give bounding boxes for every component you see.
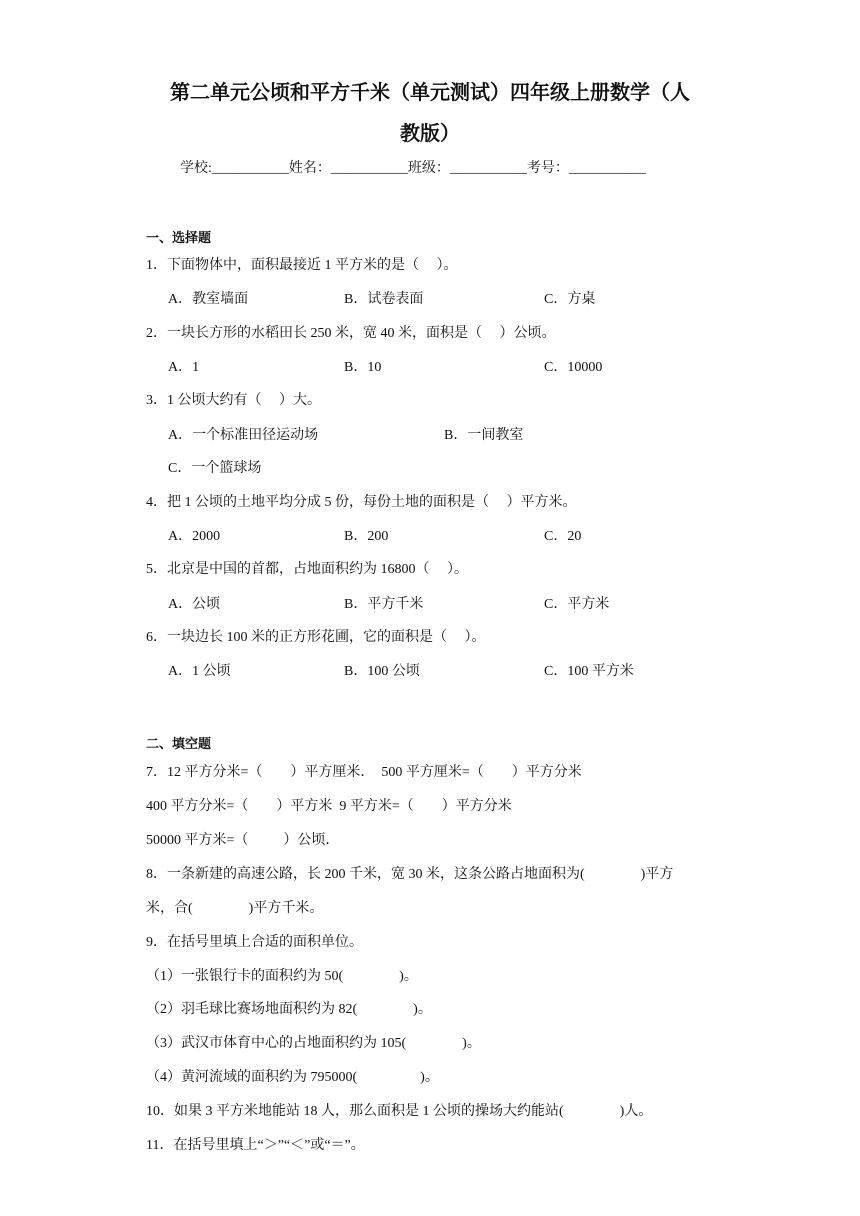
question-6-option-b: B．100 公顷 (344, 664, 420, 679)
question-2-option-b: B．10 (344, 360, 382, 375)
question-9-item-4: （4）黄河流域的面积约为 795000( )。 (146, 1070, 439, 1085)
question-5-option-c: C．平方米 (544, 597, 610, 612)
question-5-option-a: A．公顷 (168, 597, 221, 612)
section-heading-choice: 一、选择题 (146, 231, 212, 246)
page-title-line2: 教版） (400, 121, 460, 145)
question-1-option-b: B．试卷表面 (344, 292, 424, 307)
question-3-option-a: A．一个标准田径运动场 (168, 428, 319, 443)
question-10: 10．如果 3 平方米地能站 18 人，那么面积是 1 公顷的操场大约能站( )人。 (146, 1104, 653, 1119)
question-4-option-b: B．200 (344, 529, 389, 544)
question-11: 11．在括号里填上“＞”“＜”或“＝”。 (146, 1138, 365, 1153)
question-4-stem: 4．把 1 公顷的土地平均分成 5 份，每份土地的面积是（ ）平方米。 (146, 495, 577, 510)
question-2-stem: 2．一块长方形的水稻田长 250 米，宽 40 米，面积是（ ）公顷。 (146, 326, 556, 341)
question-1-stem: 1．下面物体中，面积最接近 1 平方米的是（ ）。 (146, 258, 458, 273)
student-info-line: 学校:___________姓名：___________班级：___________考号：___________ (180, 161, 646, 176)
question-9-item-1: （1）一张银行卡的面积约为 50( )。 (146, 969, 418, 984)
page-title-line1: 第二单元公顷和平方千米（单元测试）四年级上册数学（人 (170, 80, 690, 104)
question-6-option-a: A．1 公顷 (168, 664, 231, 679)
question-6-stem: 6．一块边长 100 米的正方形花圃，它的面积是（ ）。 (146, 630, 486, 645)
question-7-line1: 7．12 平方分米=（ ）平方厘米． 500 平方厘米=（ ）平方分米 (146, 765, 582, 780)
question-3-option-c: C．一个篮球场 (168, 461, 262, 476)
question-7-line2: 400 平方分米=（ ）平方米 9 平方米=（ ）平方分米 (146, 799, 512, 814)
question-3-stem: 3．1 公顷大约有（ ）大。 (146, 393, 321, 408)
question-9-stem: 9．在括号里填上合适的面积单位。 (146, 935, 363, 950)
question-3-option-b: B．一间教室 (444, 428, 524, 443)
question-8-line1: 8．一条新建的高速公路，长 200 千米，宽 30 米，这条公路占地面积为( )平方 (146, 867, 674, 882)
question-4-option-c: C．20 (544, 529, 582, 544)
question-9-item-3: （3）武汉市体育中心的占地面积约为 105( )。 (146, 1036, 481, 1051)
question-8-line2: 米，合( )平方千米。 (146, 901, 324, 916)
question-7-line3: 50000 平方米=（ ）公顷． (146, 833, 340, 848)
section-heading-fill: 二、填空题 (146, 737, 212, 752)
question-5-stem: 5．北京是中国的首都，占地面积约为 16800（ ）。 (146, 562, 468, 577)
question-4-option-a: A．2000 (168, 529, 221, 544)
question-6-option-c: C．100 平方米 (544, 664, 634, 679)
question-2-option-c: C．10000 (544, 360, 603, 375)
question-5-option-b: B．平方千米 (344, 597, 424, 612)
question-2-option-a: A．1 (168, 360, 200, 375)
question-1-option-a: A．教室墙面 (168, 292, 249, 307)
question-9-item-2: （2）羽毛球比赛场地面积约为 82( )。 (146, 1002, 432, 1017)
question-1-option-c: C．方桌 (544, 292, 596, 307)
